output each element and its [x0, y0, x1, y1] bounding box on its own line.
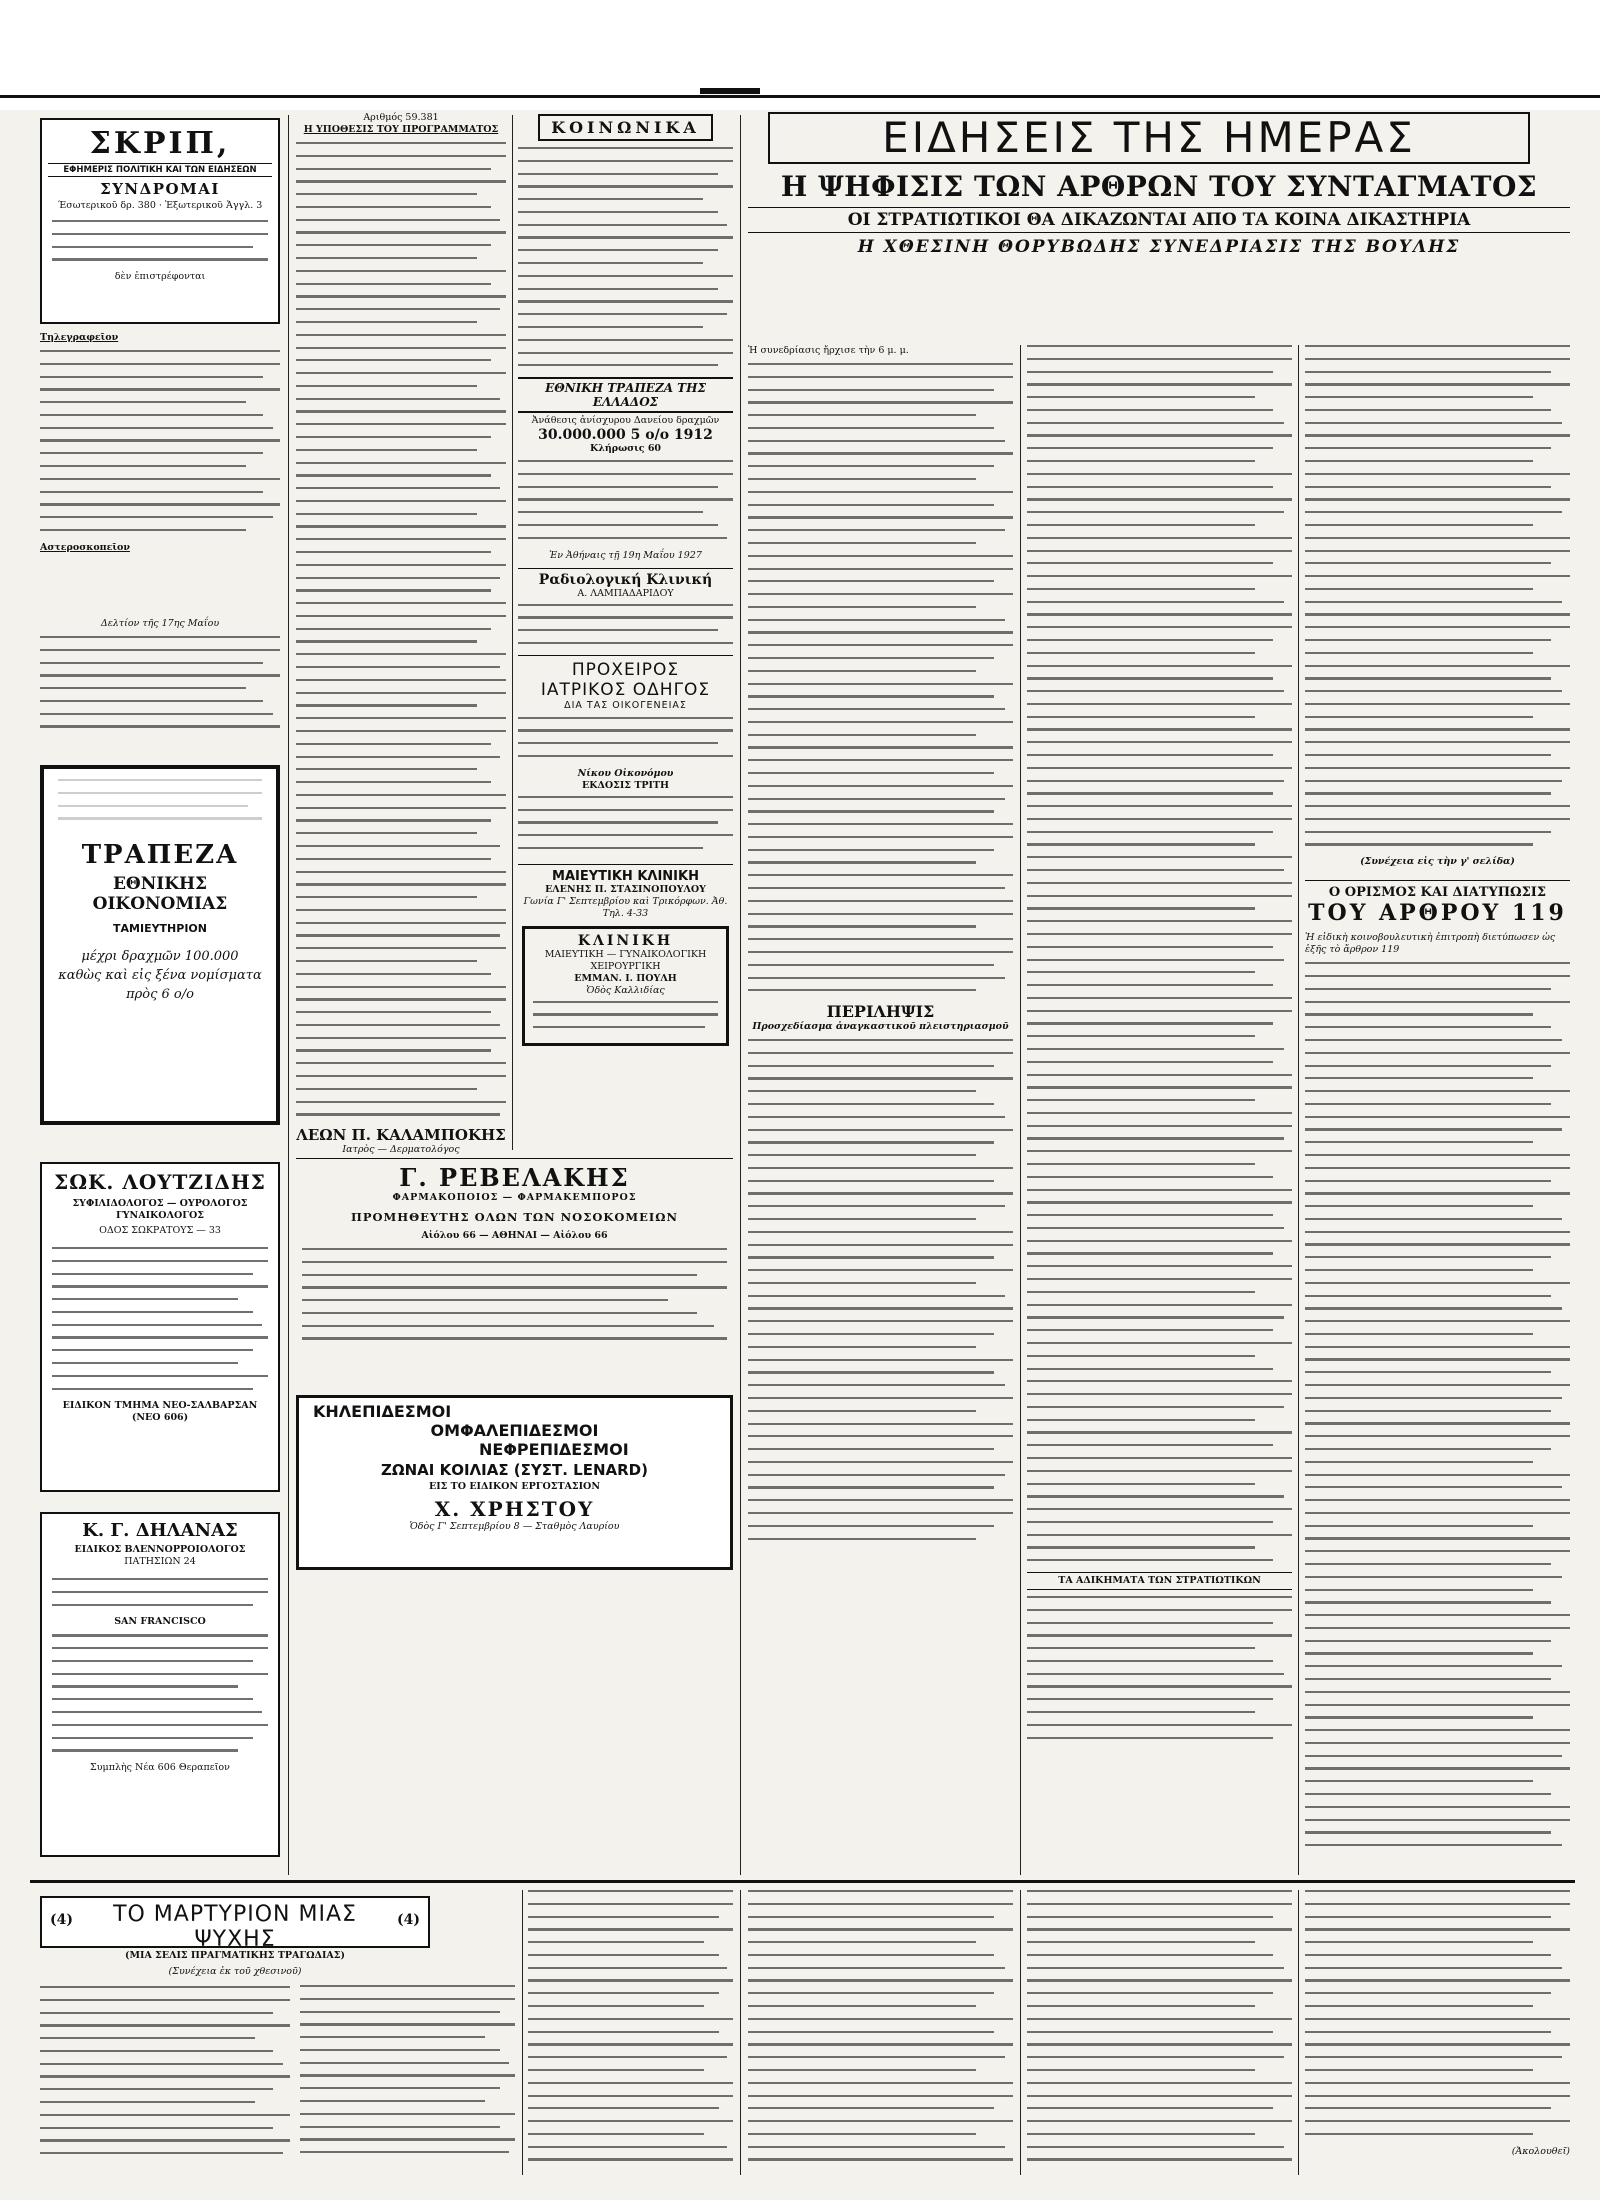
article-lead: Ἡ εἰδικὴ κοινοβουλευτικὴ ἐπιτροπὴ διετύπωσεν ὡς ἑξῆς τὸ ἄρθρον 119 — [1305, 932, 1556, 956]
belts-ad — [296, 1395, 733, 1570]
guide-edition: ΕΚΔΟΣΙΣ ΤΡΙΤΗ — [581, 779, 670, 791]
news-headline: Η ΨΗΦΙΣΙΣ ΤΩΝ ΑΡΘΡΩΝ ΤΟΥ ΣΥΝΤΑΓΜΑΤΟΣ — [780, 170, 1538, 203]
news-subhead2: Η ΧΘΕΣΙΝΗ ΘΟΡΥΒΩΔΗΣ ΣΥΝΕΔΡΙΑΣΙΣ ΤΗΣ ΒΟΥΛΗΣ — [857, 237, 1461, 257]
serial-col-2-text — [300, 1985, 515, 2153]
masthead-title: ΣΚΡΙΠ, — [89, 126, 231, 161]
bank-line1: μέχρι δραχμῶν 100.000 — [81, 948, 239, 964]
serial-col-4-text — [748, 1890, 1013, 2161]
loutzidis-text — [52, 1247, 268, 1390]
clinic-name: ΕΜΜΑΝ. Ι. ΠΟΥΛΗ — [574, 972, 677, 984]
belts-l2: ΟΜΦΑΛΕΠΙΔΕΣΜΟΙ — [430, 1421, 599, 1440]
belts-addr: Ὁδὸς Γ' Σεπτεμβρίου 8 — Σταθμὸς Λαυρίου — [409, 1521, 620, 1532]
serial-rule — [30, 1880, 1575, 1883]
serial-col-6 — [1305, 1890, 1570, 2175]
summary-sub: Προσχεδίασμα ἀναγκαστικοῦ πλειστηριασμοῦ — [752, 1021, 1009, 1033]
dilanas-footer: Συμπλὴς Νέα 606 Θεραπεῖον — [90, 1762, 230, 1774]
serial-number-right: (4) — [397, 1912, 420, 1928]
lottery-line1: Ἀνάθεσις ἀνίσχυρου Δανείου δραχμῶν — [531, 415, 720, 427]
bank-ad — [40, 765, 280, 1125]
maternity-ad — [518, 869, 733, 920]
dilanas-text2 — [52, 1634, 268, 1751]
news-col-c — [1305, 345, 1570, 1875]
maternity-name: ΕΛΕΝΗΣ Π. ΣΤΑΣΙΝΟΠΟΥΛΟΥ — [545, 883, 706, 895]
dilanas-text — [52, 1578, 268, 1606]
loutzidis-spec: ΣΥΦΙΛΙΔΟΛΟΓΟΣ — ΟΥΡΟΛΟΓΟΣ ΓΥΝΑΙΚΟΛΟΓΟΣ — [72, 1198, 248, 1221]
serial-col-5-text — [1027, 1890, 1292, 2161]
guide-title2: ΙΑΤΡΙΚΟΣ ΟΔΗΓΟΣ — [540, 679, 711, 700]
bank-line2: καθὼς καὶ εἰς ξένα νομίσματα — [58, 967, 262, 983]
loutzidis-treat: ΕΙΔΙΚΟΝ ΤΜΗΜΑ ΝΕΟ-ΣΑΛΒΑΡΣΑΝ (ΝΕΟ 606) — [62, 1400, 258, 1424]
serial-rule-1 — [522, 1890, 523, 2175]
summary-heading: ΠΕΡΙΛΗΨΙΣ — [826, 1002, 935, 1022]
bank-title: ΤΡΑΠΕΖΑ — [81, 839, 239, 870]
radiology-ad — [518, 568, 733, 645]
dilanas-addr: ΠΑΤΗΣΙΩΝ 24 — [124, 1556, 196, 1567]
serial-col-3-text — [528, 1890, 733, 2161]
news-header — [748, 110, 1570, 340]
column-rule-5 — [1298, 345, 1299, 1875]
col2-top: Αριθμός 59.381 — [363, 112, 439, 123]
serial-col-2 — [300, 1905, 515, 2175]
serial-continued-from: (Συνέχεια ἐκ τοῦ χθεσινοῦ) — [168, 1966, 302, 1977]
article-heading2: ΤΟΥ ΑΡΘΡΟΥ 119 — [1308, 900, 1567, 927]
article-heading1: Ο ΟΡΙΣΜΟΣ ΚΑΙ ΔΙΑΤΥΠΩΣΙΣ — [1305, 880, 1570, 900]
guide-title1: ΠΡΟΧΕΙΡΟΣ — [571, 659, 680, 680]
serial-rule-4 — [1298, 1890, 1299, 2175]
bank-subtitle: ΤΑΜΙΕΥΤΗΡΙΟΝ — [113, 921, 207, 935]
doctor-ad-loutzidis — [40, 1162, 280, 1492]
military-heading: ΤΑ ΑΔΙΚΗΜΑΤΑ ΤΩΝ ΣΤΡΑΤΙΩΤΙΚΩΝ — [1027, 1572, 1292, 1590]
weather-body — [40, 636, 280, 728]
serial-number-left: (4) — [50, 1912, 73, 1928]
serial-col-1 — [40, 1986, 290, 2176]
col2-signature: ΛΕΩΝ Π. ΚΑΛΑΜΠΟΚΗΣ — [296, 1126, 506, 1145]
pharmacy-text — [302, 1248, 727, 1340]
serial-end: (Ἀκολουθεῖ) — [1511, 2145, 1570, 2157]
clinic-addr: Ὁδὸς Καλλιδίας — [586, 984, 665, 996]
serial-rule-3 — [1020, 1890, 1021, 2175]
column-rule-4 — [1020, 345, 1021, 1875]
article-text — [1305, 962, 1570, 1846]
news-col-b — [1027, 345, 1292, 1875]
telegraph-label: Τηλεγραφεῖον — [40, 332, 119, 343]
telegraph-column — [40, 332, 280, 612]
masthead-section: ΣΥΝΔΡΟΜΑΙ — [100, 180, 220, 198]
pharmacy-ad — [296, 1158, 733, 1384]
lottery-amount: 30.000.000 5 ο/ο 1912 — [538, 427, 713, 444]
column-rule-1 — [288, 115, 289, 1875]
dilanas-spec: ΕΙΔΙΚΟΣ ΒΛΕΝΝΟΡΡΟΙΟΛΟΓΟΣ — [74, 1544, 246, 1555]
serial-col-3 — [528, 1890, 733, 2175]
serial-subtitle: (ΜΙΑ ΣΕΛΙΣ ΠΡΑΓΜΑΤΙΚΗΣ ΤΡΑΓΩΔΙΑΣ) — [125, 1950, 345, 1961]
col2-text — [296, 142, 506, 1116]
serial-title: ΤΟ ΜΑΡΤΥΡΙΟΝ ΜΙΑΣ ΨΥΧΗΣ — [113, 1902, 357, 1952]
masthead-note: δὲν ἐπιστρέφονται — [114, 271, 206, 283]
serial-rule-2 — [740, 1890, 741, 2175]
doctor-ad-dilanas — [40, 1512, 280, 1857]
bank-name: ΕΘΝΙΚΗΣ ΟΙΚΟΝΟΜΙΑΣ — [92, 873, 228, 914]
lottery-heading: ΕΘΝΙΚΗ ΤΡΑΠΕΖΑ ΤΗΣ ΕΛΛΑΔΟΣ — [518, 377, 733, 413]
social-heading: ΚΟΙΝΩΝΙΚΑ — [538, 114, 713, 141]
serial-col-4 — [748, 1890, 1013, 2175]
telegraph-text — [40, 350, 280, 531]
col2-sig-sub: Ιατρὸς — Δερματολόγος — [342, 1144, 460, 1156]
guide-title3: ΔΙΑ ΤΑΣ ΟΙΚΟΓΕΝΕΙΑΣ — [564, 699, 687, 711]
news-col-b-text — [1027, 345, 1292, 1561]
social-text — [518, 147, 733, 366]
scan-margin — [0, 0, 1600, 110]
maternity-addr: Γωνία Γ' Σεπτεμβρίου καὶ Τρικόρφων. Ἀθ. Τηλ. 4-33 — [523, 895, 728, 919]
news-col-c-text — [1305, 345, 1570, 846]
clinic-title: ΚΛΙΝΙΚΗ — [577, 932, 674, 949]
weather-column — [40, 618, 280, 738]
clinic-ad — [522, 926, 729, 1046]
bank-ad-texture — [58, 779, 262, 820]
news-banner-box — [768, 112, 1530, 164]
pharmacy-title: ΦΑΡΜΑΚΟΠΟΙΟΣ — ΦΑΡΜΑΚΕΜΠΟΡΟΣ — [392, 1192, 637, 1203]
radiology-name: Α. ΛΑΜΠΑΔΑΡΙΔΟΥ — [577, 587, 674, 599]
masthead-rates: Έσωτερικοῦ δρ. 380 · Ἐξωτερικοῦ Ἀγγλ. 3 — [57, 200, 263, 211]
serial-col-5 — [1027, 1890, 1292, 2175]
lottery-text — [518, 460, 733, 539]
guide-text2 — [518, 796, 733, 849]
news-continued: (Συνέχεια εἰς τὴν γ' σελίδα) — [1360, 856, 1515, 868]
radiology-title: Ραδιολογική Κλινική — [538, 571, 713, 588]
lottery-date: Ἐν Ἀθήναις τῇ 19η Μαΐου 1927 — [549, 549, 702, 561]
weather-label: Αστεροσκοπεῖον — [40, 541, 130, 553]
news-col-a-text — [748, 363, 1013, 991]
serial-col-6-text — [1305, 1890, 1570, 2135]
guide-text — [518, 717, 733, 758]
col2-heading: Η ΥΠΟΘΕΣΙΣ ΤΟΥ ΠΡΟΓΡΑΜΜΑΤΟΣ — [303, 124, 499, 135]
loutzidis-addr: ΟΔΟΣ ΣΩΚΡΑΤΟΥΣ — 33 — [99, 1225, 221, 1236]
belts-l4: ΖΩΝΑΙ ΚΟΙΛΙΑΣ (ΣΥΣΤ. LENARD) — [380, 1461, 648, 1479]
belts-l5: ΕΙΣ ΤΟ ΕΙΔΙΚΟΝ ΕΡΓΟΣΤΑΣΙΟΝ — [428, 1481, 601, 1492]
clinic-text — [533, 1001, 718, 1029]
belts-name: Χ. ΧΡΗΣΤΟΥ — [434, 1497, 595, 1521]
belts-l1: ΚΗΛΕΠΙΔΕΣΜΟΙ — [313, 1402, 452, 1421]
loutzidis-name: ΣΩΚ. ΛΟΥΤΖΙΔΗΣ — [54, 1170, 266, 1194]
pharmacy-addr: Αἰόλου 66 — ΑΘΗΝΑΙ — Αἰόλου 66 — [421, 1230, 608, 1241]
lottery-draw: Κλήρωσις 60 — [589, 443, 662, 455]
masthead-text — [52, 220, 268, 261]
masthead — [40, 118, 280, 324]
news-lead: Ἡ συνεδρίασις ἤρχισε τὴν 6 μ. μ. — [748, 345, 909, 356]
clinic-sub: ΜΑΙΕΥΤΙΚΗ — ΓΥΝΑΙΚΟΛΟΓΙΚΗ ΧΕΙΡΟΥΡΓΙΚΗ — [544, 948, 707, 972]
dilanas-name: Κ. Γ. ΔΗΛΑΝΑΣ — [82, 1520, 238, 1541]
guide-author: Νίκου Οἰκονόμου — [577, 767, 674, 779]
weather-text: Δελτίον τῆς 17ης Μαΐου — [100, 618, 220, 629]
top-rule — [0, 95, 1600, 98]
news-subhead1: ΟΙ ΣΤΡΑΤΙΩΤΙΚΟΙ ΘΑ ΔΙΚΑΖΩΝΤΑΙ ΑΠΟ ΤΑ ΚΟΙΝΑ ΔΙΚΑΣΤΗΡΙΑ — [748, 207, 1570, 233]
column-3 — [518, 112, 733, 1152]
dilanas-city: SAN FRANCISCO — [114, 1616, 206, 1628]
serial-col-1-text — [40, 1986, 290, 2154]
pharmacy-supplier: ΠΡΟΜΗΘΕΥΤΗΣ ΟΛΩΝ ΤΩΝ ΝΟΣΟΚΟΜΕΙΩΝ — [351, 1210, 678, 1224]
radiology-text — [518, 604, 733, 645]
masthead-subtitle: ΕΦΗΜΕΡΙΣ ΠΟΛΙΤΙΚΗ ΚΑΙ ΤΩΝ ΕΙΔΗΣΕΩΝ — [48, 163, 272, 177]
maternity-title: ΜΑΙΕΥΤΙΚΗ ΚΛΙΝΙΚΗ — [552, 868, 699, 884]
belts-l3: ΝΕΦΡΕΠΙΔΕΣΜΟΙ — [479, 1440, 629, 1459]
column-rule-3 — [740, 115, 741, 1875]
doctor-guide-ad — [518, 655, 733, 865]
column-2 — [296, 112, 506, 1156]
page-mark — [700, 88, 760, 94]
column-rule-2 — [512, 115, 513, 1150]
bank-line3: πρὸς 6 ο/ο — [126, 986, 194, 1002]
news-banner: ΕΙΔΗΣΕΙΣ ΤΗΣ ΗΜΕΡΑΣ — [882, 113, 1416, 162]
summary-text — [748, 1039, 1013, 1540]
pharmacy-name: Γ. ΡΕΒΕΛΑΚΗΣ — [399, 1163, 630, 1192]
news-col-a — [748, 345, 1013, 1875]
military-text — [1027, 1596, 1292, 1739]
